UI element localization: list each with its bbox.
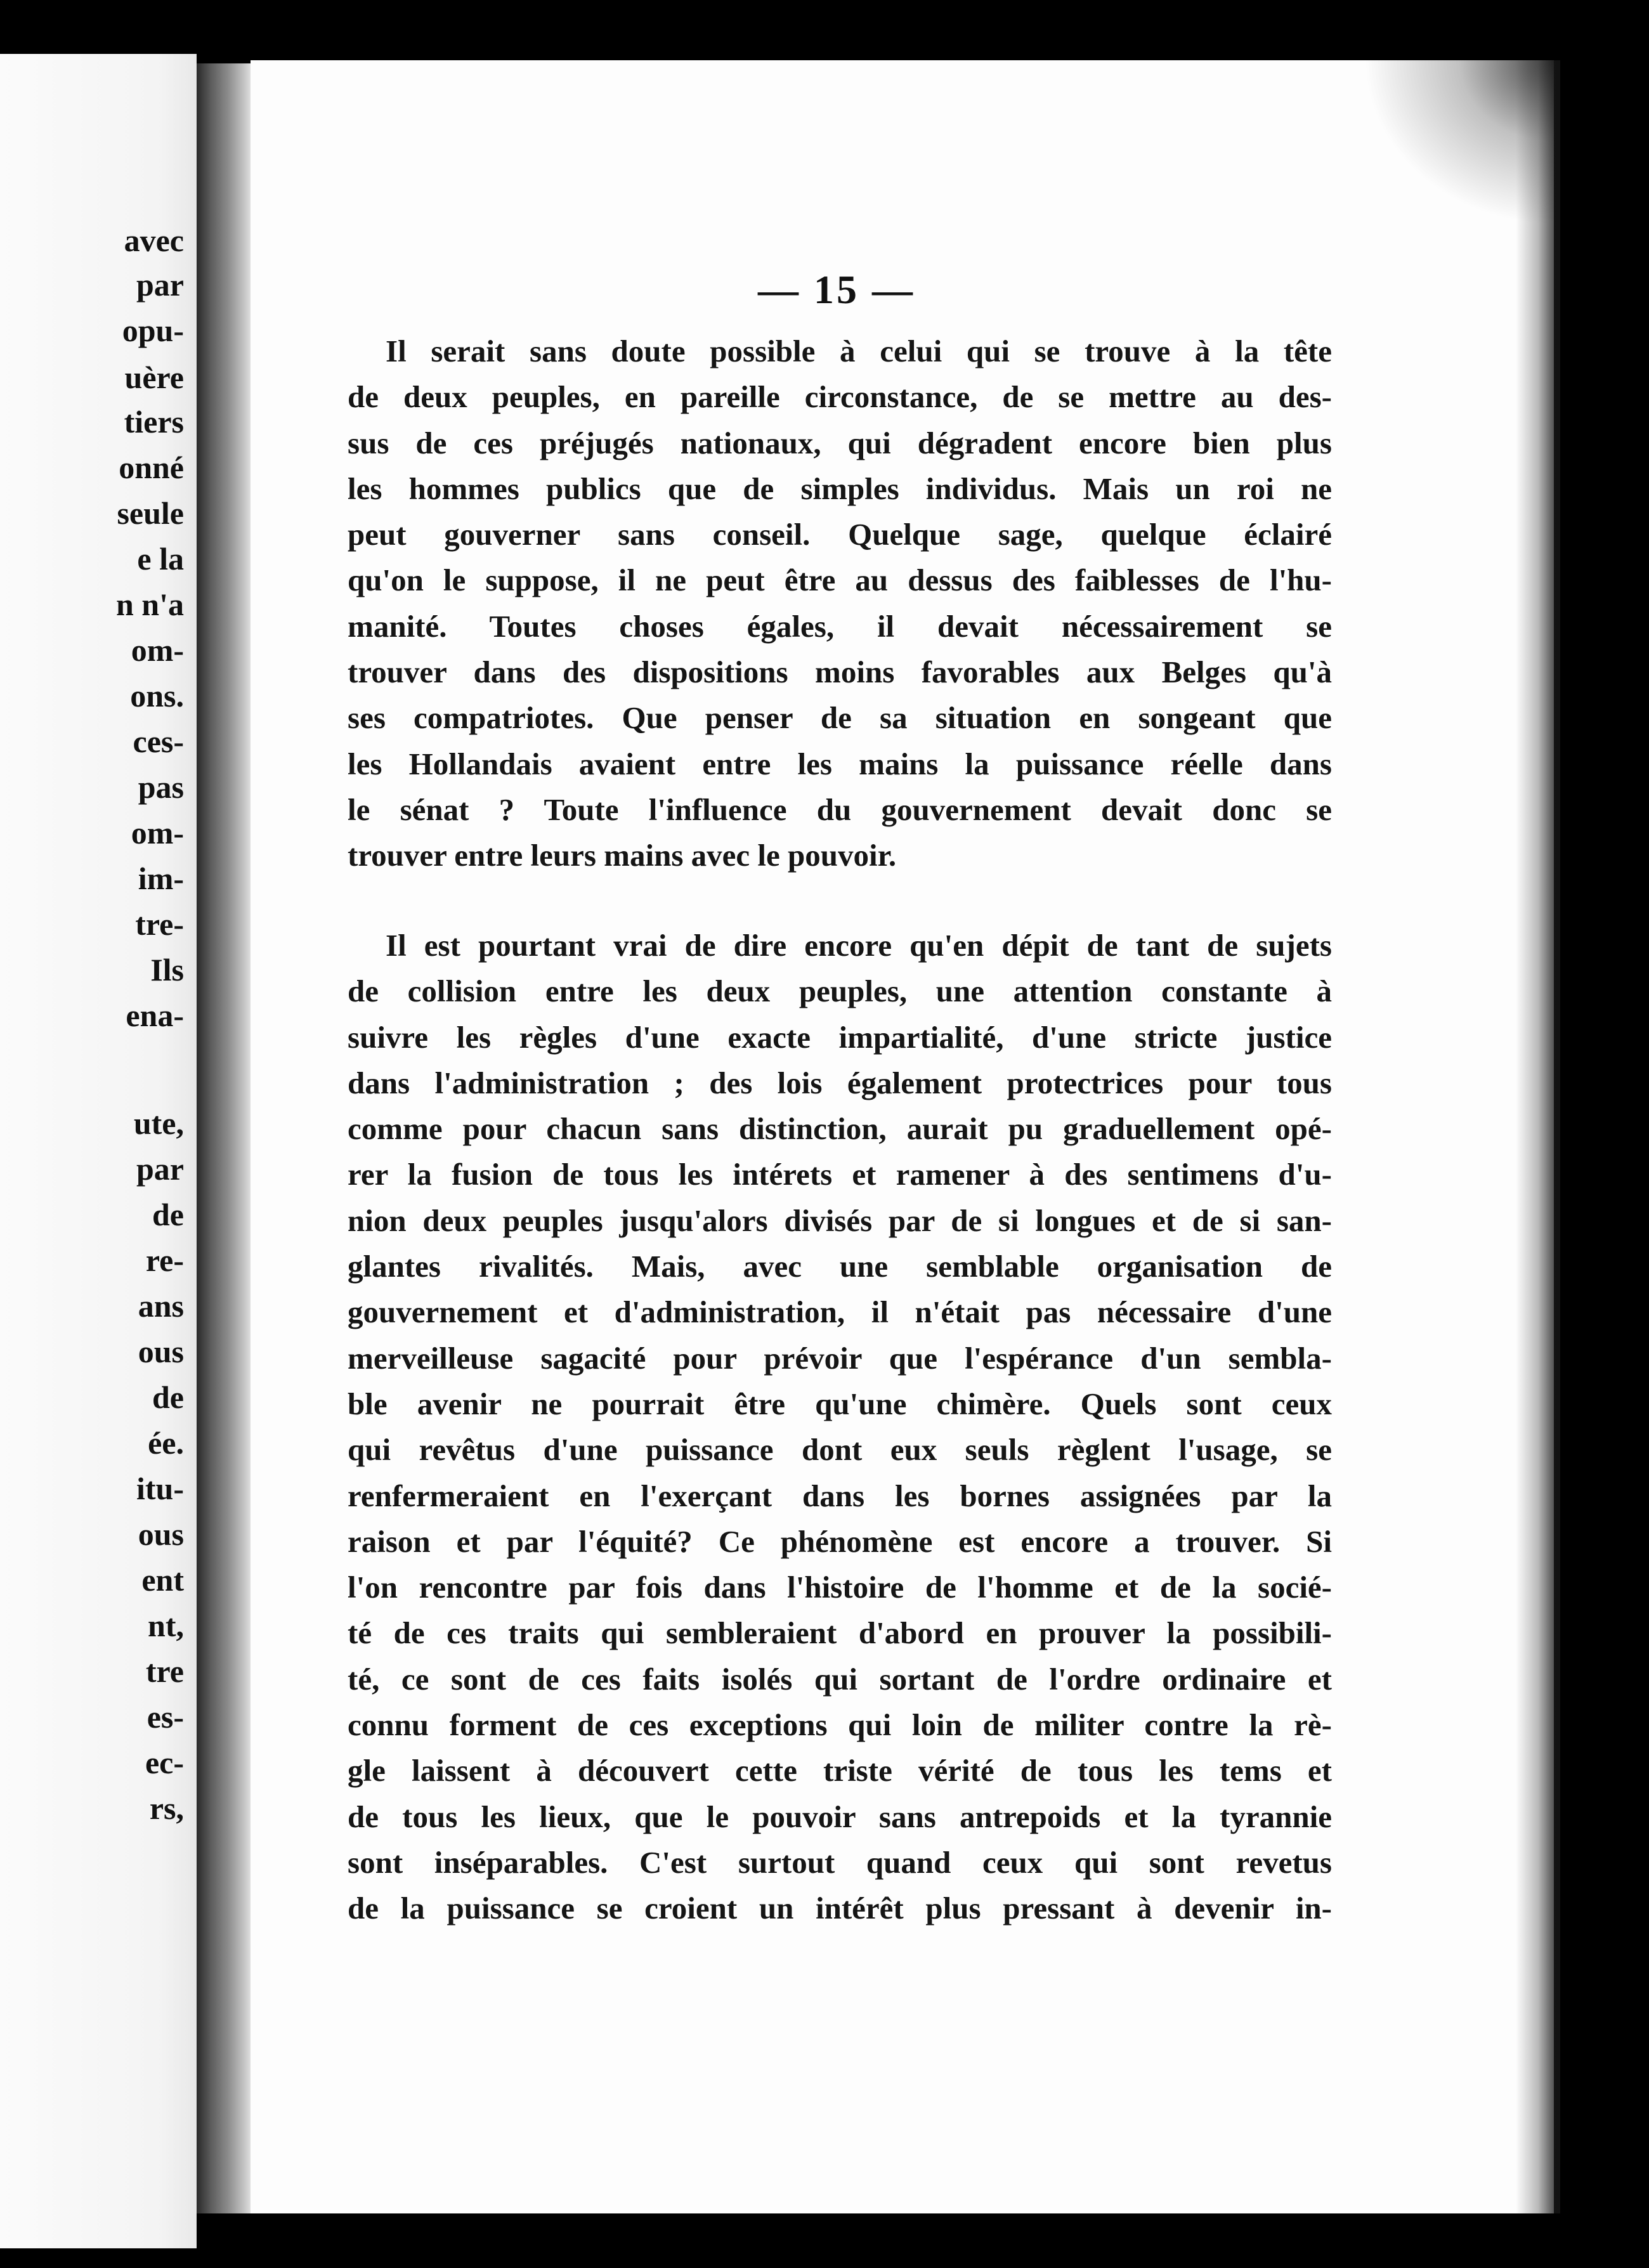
text-line: qu'on le suppose, il ne peut être au dessus des faiblesses de l'hu-	[348, 563, 1332, 598]
text-line: suivre les règles d'une exacte impartialité, d'une stricte justice	[348, 1019, 1332, 1055]
text-line: glantes rivalités. Mais, avec une semblable organisation de	[348, 1249, 1332, 1284]
text-line: nion deux peuples jusqu'alors divisés par de si longues et de si san-	[348, 1202, 1332, 1238]
previous-page-text-fragment: opu-	[122, 313, 184, 348]
previous-page-text-fragment: e la	[137, 541, 184, 577]
text-line: gouvernement et d'administration, il n'était pas nécessaire d'une	[348, 1294, 1332, 1330]
previous-page-text-fragment: pas	[138, 769, 184, 805]
text-line: de la puissance se croient un intérêt plus pressant à devenir in-	[348, 1891, 1332, 1926]
page-edge-shadow	[1516, 60, 1560, 2213]
paragraph-1	[348, 329, 1332, 879]
previous-page-text-fragment: ans	[138, 1288, 184, 1324]
text-line: connu forment de ces exceptions qui loin de militer contre la rè-	[348, 1707, 1332, 1743]
text-line: raison et par l'équité? Ce phénomène est encore a trouver. Si	[348, 1523, 1332, 1559]
previous-page-text-fragment: n n'a	[115, 587, 184, 622]
previous-page-text-fragment: de	[152, 1197, 184, 1232]
text-line: de collision entre les deux peuples, une attention constante à	[348, 974, 1332, 1009]
text-line: peut gouverner sans conseil. Quelque sage, quelque éclairé	[348, 517, 1332, 552]
text-line: sus de ces préjugés nationaux, qui dégradent encore bien plus	[348, 425, 1332, 460]
text-line: manité. Toutes choses égales, il devait nécessairement se	[348, 608, 1332, 644]
previous-page-text-fragment: ous	[138, 1334, 184, 1369]
previous-page-text-fragment: om-	[131, 632, 184, 668]
previous-page-text-fragment: ces-	[133, 724, 184, 759]
previous-page-text-fragment: uère	[124, 360, 184, 395]
text-line: ses compatriotes. Que penser de sa situation en songeant que	[348, 700, 1332, 736]
previous-page-text-fragment: re-	[145, 1242, 184, 1278]
text-line: Il serait sans doute possible à celui qui se trouve à la tête	[386, 334, 1332, 368]
text-line: renfermeraient en l'exerçant dans les bornes assignées par la	[348, 1478, 1332, 1513]
previous-page-text-fragment: ée.	[148, 1425, 184, 1461]
previous-page-text-fragment: nt,	[148, 1608, 184, 1643]
page-number: — 15 —	[758, 267, 915, 312]
previous-page-text-fragment: seule	[117, 495, 184, 531]
text-line: té, ce sont de ces faits isolés qui sortant de l'ordre ordinaire et	[348, 1661, 1332, 1697]
text-line: trouver dans des dispositions moins favorables aux Belges qu'à	[348, 655, 1332, 690]
text-line: gle laissent à découvert cette triste vérité de tous les tems et	[348, 1753, 1332, 1789]
previous-page-text-fragment: tre-	[135, 906, 184, 942]
previous-page-text-fragment: rs,	[149, 1790, 184, 1826]
text-line: ble avenir ne pourrait être qu'une chimère. Quels sont ceux	[348, 1386, 1332, 1421]
previous-page-text-fragment: itu-	[136, 1471, 184, 1506]
previous-page-text-fragment: par	[136, 267, 184, 303]
previous-page-text-fragment: es-	[147, 1699, 184, 1735]
text-line: comme pour chacun sans distinction, aurait pu graduellement opé-	[348, 1111, 1332, 1147]
previous-page-text-fragment: ous	[138, 1516, 184, 1552]
text-line: les hommes publics que de simples individus. Mais un roi ne	[348, 471, 1332, 506]
text-line: sont inséparables. C'est surtout quand ceux qui sont revetus	[348, 1844, 1332, 1880]
text-line: trouver entre leurs mains avec le pouvoir.	[348, 838, 897, 873]
text-line: merveilleuse sagacité pour prévoir que l'espérance d'un sembla-	[348, 1340, 1332, 1376]
text-line: l'on rencontre par fois dans l'histoire de l'homme et de la socié-	[348, 1570, 1332, 1605]
previous-page-text-fragment: tre	[145, 1653, 184, 1689]
previous-page-fragment	[0, 54, 197, 2248]
previous-page-text-fragment: ent	[141, 1562, 184, 1598]
text-line: té de ces traits qui sembleraient d'abord en prouver la possibili-	[348, 1615, 1332, 1651]
previous-page-text-fragment: om-	[131, 815, 184, 850]
text-line: qui revêtus d'une puissance dont eux seuls règlent l'usage, se	[348, 1432, 1332, 1468]
previous-page-text-fragment: ute,	[133, 1105, 184, 1141]
text-line: les Hollandais avaient entre les mains la puissance réelle dans	[348, 746, 1332, 781]
previous-page-text-fragment: par	[136, 1151, 184, 1187]
previous-page-text-fragment: onné	[119, 450, 184, 485]
previous-page-text-fragment: ec-	[145, 1745, 184, 1780]
text-line: de deux peuples, en pareille circonstance, de se mettre au des-	[348, 379, 1332, 415]
previous-page-text-fragment: ons.	[130, 678, 184, 714]
text-line: rer la fusion de tous les intérets et ramener à des sentimens d'u-	[348, 1157, 1332, 1192]
previous-page-text-fragment: de	[152, 1379, 184, 1415]
previous-page-text-fragment: Ils	[150, 952, 184, 987]
text-line: de tous les lieux, que le pouvoir sans antrepoids et la tyrannie	[348, 1799, 1332, 1834]
previous-page-text-fragment: tiers	[124, 404, 184, 440]
text-line: Il est pourtant vrai de dire encore qu'en dépit de tant de sujets	[386, 928, 1332, 963]
text-line: le sénat ? Toute l'influence du gouvernement devait donc se	[348, 792, 1332, 827]
previous-page-text-fragment: im-	[138, 861, 184, 896]
previous-page-text-fragment: avec	[124, 223, 184, 258]
paragraph-2	[348, 923, 1332, 1932]
text-line: dans l'administration ; des lois également protectrices pour tous	[348, 1065, 1332, 1100]
book-gutter	[197, 63, 254, 2213]
previous-page-text-fragment: ena-	[126, 998, 184, 1033]
